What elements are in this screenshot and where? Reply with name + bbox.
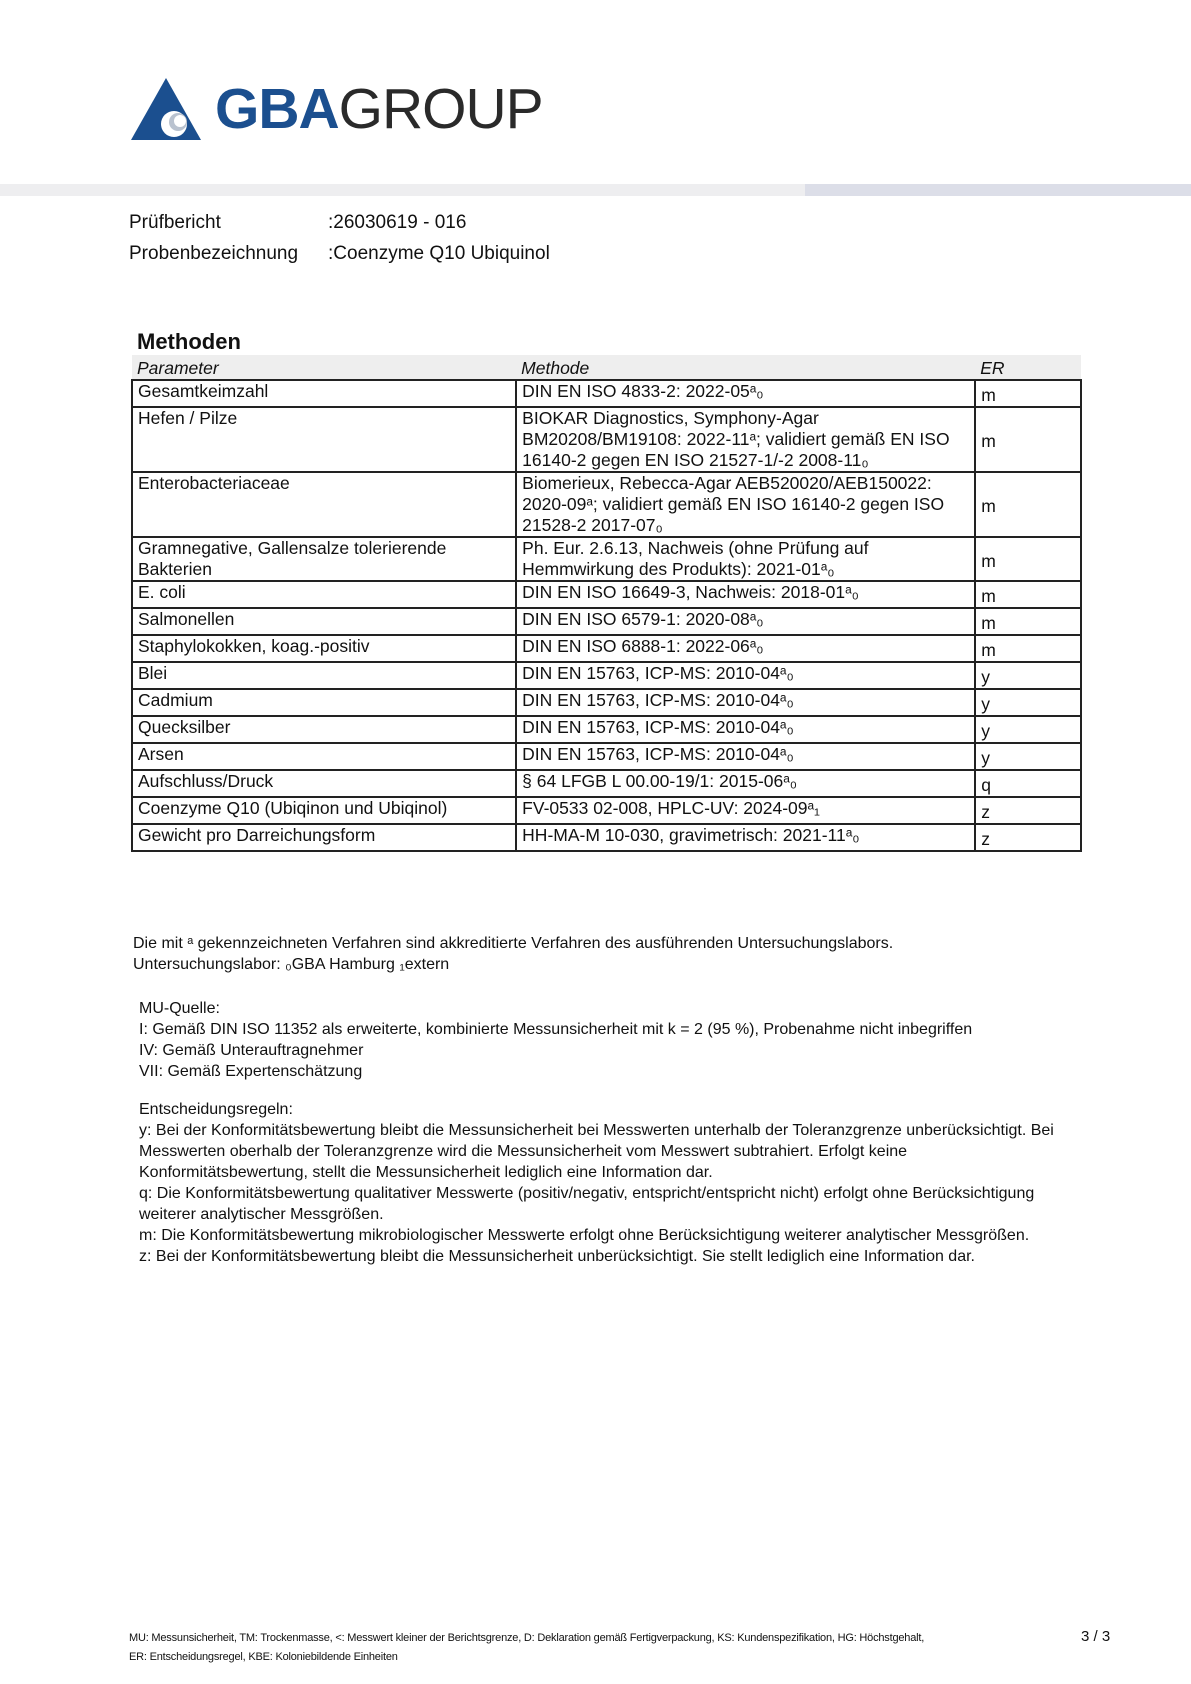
method-cell: DIN EN 15763, ICP-MS: 2010-04ᵃ₀	[516, 743, 975, 770]
table-row	[132, 581, 1081, 608]
methods-title: Methoden	[137, 329, 241, 354]
methods-table	[131, 355, 1082, 852]
method-cell: DIN EN ISO 6888-1: 2022-06ᵃ₀	[516, 635, 975, 662]
logo-wordmark	[215, 78, 543, 140]
column-header-er: ER	[975, 355, 1081, 380]
er-cell: y	[975, 689, 1081, 716]
methods-body	[132, 380, 1081, 851]
logo-brand: GBA	[215, 77, 339, 141]
meta-row-report	[129, 207, 550, 238]
meta-row-sample	[129, 238, 550, 269]
table-row	[132, 608, 1081, 635]
method-cell: FV-0533 02-008, HPLC-UV: 2024-09ᵃ₁	[516, 797, 975, 824]
table-row	[132, 380, 1081, 407]
er-cell: z	[975, 824, 1081, 851]
header-band-accent	[805, 184, 1191, 196]
method-cell: DIN EN ISO 16649-3, Nachweis: 2018-01ᵃ₀	[516, 581, 975, 608]
gba-group-logo	[131, 78, 543, 140]
footer-line: MU: Messunsicherheit, TM: Trockenmasse, <: Messwert kleiner der Berichtsgrenze, D: Deklaration gemäß Fertigverpackung, KS: Kundenspezifikation, HG: Höchstgehalt,	[129, 1632, 925, 1644]
method-cell: Ph. Eur. 2.6.13, Nachweis (ohne Prüfung auf Hemmwirkung des Produkts): 2021-01ᵃ₀	[516, 537, 975, 581]
page-number: 3 / 3	[1081, 1628, 1111, 1645]
er-cell: q	[975, 770, 1081, 797]
column-header-parameter: Parameter	[132, 355, 516, 380]
table-row	[132, 472, 1081, 537]
er-cell: m	[975, 537, 1081, 581]
param-cell: Staphylokokken, koag.-positiv	[132, 635, 516, 662]
param-cell: Blei	[132, 662, 516, 689]
er-cell: m	[975, 635, 1081, 662]
er-cell: m	[975, 581, 1081, 608]
er-cell: y	[975, 662, 1081, 689]
table-row	[132, 407, 1081, 472]
accreditation-notes	[133, 933, 893, 975]
rule-item: z: Bei der Konformitätsbewertung bleibt die Messunsicherheit unberücksichtigt. Sie stellt lediglich eine Information dar.	[139, 1248, 975, 1265]
table-row	[132, 662, 1081, 689]
rules-title: Entscheidungsregeln:	[139, 1101, 293, 1118]
method-cell: DIN EN 15763, ICP-MS: 2010-04ᵃ₀	[516, 689, 975, 716]
er-cell: y	[975, 716, 1081, 743]
rule-item: m: Die Konformitätsbewertung mikrobiologischer Messwerte erfolgt ohne Berücksichtigung weiterer analytischer Messgrößen.	[139, 1227, 1030, 1244]
table-row	[132, 770, 1081, 797]
column-header-method: Methode	[516, 355, 975, 380]
table-row	[132, 716, 1081, 743]
gba-logo-icon	[131, 78, 201, 140]
decision-rules	[139, 1099, 1079, 1267]
meta-value: :26030619 - 016	[328, 212, 467, 233]
footer-legend	[129, 1629, 979, 1667]
table-row	[132, 537, 1081, 581]
meta-label: Probenbezeichnung	[129, 243, 299, 264]
er-cell: m	[975, 407, 1081, 472]
param-cell: Cadmium	[132, 689, 516, 716]
table-row	[132, 824, 1081, 851]
param-cell: Salmonellen	[132, 608, 516, 635]
table-row	[132, 635, 1081, 662]
method-cell: Biomerieux, Rebecca-Agar AEB520020/AEB150022: 2020-09ᵃ; validiert gemäß EN ISO 16140-2 gegen ISO 21528-2 2017-07₀	[516, 472, 975, 537]
mu-item: VII: Gemäß Expertenschätzung	[139, 1063, 363, 1080]
param-cell: Gewicht pro Darreichungsform	[132, 824, 516, 851]
param-cell: Quecksilber	[132, 716, 516, 743]
rule-item: q: Die Konformitätsbewertung qualitativer Messwerte (positiv/negativ, entspricht/entspricht nicht) erfolgt ohne Berücksichtigung weiterer analytischer Messgrößen.	[139, 1185, 1035, 1223]
er-cell: y	[975, 743, 1081, 770]
er-cell: m	[975, 380, 1081, 407]
param-cell: Enterobacteriaceae	[132, 472, 516, 537]
table-row	[132, 797, 1081, 824]
param-cell: Hefen / Pilze	[132, 407, 516, 472]
mu-item: I: Gemäß DIN ISO 11352 als erweiterte, kombinierte Messunsicherheit mit k = 2 (95 %), Probenahme nicht inbegriffen	[139, 1021, 973, 1038]
meta-value: :Coenzyme Q10 Ubiquinol	[328, 243, 550, 264]
method-cell: DIN EN 15763, ICP-MS: 2010-04ᵃ₀	[516, 662, 975, 689]
method-cell: DIN EN 15763, ICP-MS: 2010-04ᵃ₀	[516, 716, 975, 743]
mu-source	[139, 998, 972, 1082]
methods-header-row	[132, 355, 1081, 380]
er-cell: z	[975, 797, 1081, 824]
rule-item: y: Bei der Konformitätsbewertung bleibt die Messunsicherheit bei Messwerten unterhalb der Toleranzgrenze unberücksichtigt. Bei Messwerten oberhalb der Toleranzgrenze wird die Messunsicherheit vom Messwert subtrahiert. Erfolgt keine Konformitätsbewertung, stellt die Messunsicherheit lediglich eine Information dar.	[139, 1122, 1054, 1181]
report-meta	[129, 207, 550, 269]
param-cell: Aufschluss/Druck	[132, 770, 516, 797]
er-cell: m	[975, 472, 1081, 537]
param-cell: Coenzyme Q10 (Ubiqinon und Ubiqinol)	[132, 797, 516, 824]
mu-title: MU-Quelle:	[139, 1000, 220, 1017]
method-cell: BIOKAR Diagnostics, Symphony-Agar BM20208/BM19108: 2022-11ᵃ; validiert gemäß EN ISO 16140-2 gegen EN ISO 21527-1/-2 2008-11₀	[516, 407, 975, 472]
table-row	[132, 743, 1081, 770]
method-cell: DIN EN ISO 4833-2: 2022-05ᵃ₀	[516, 380, 975, 407]
mu-item: IV: Gemäß Unterauftragnehmer	[139, 1042, 364, 1059]
table-row	[132, 689, 1081, 716]
accredited-note: Die mit ᵃ gekennzeichneten Verfahren sind akkreditierte Verfahren des ausführenden Untersuchungslabors.	[133, 935, 894, 952]
param-cell: Gramnegative, Gallensalze tolerierende Bakterien	[132, 537, 516, 581]
method-cell: HH-MA-M 10-030, gravimetrisch: 2021-11ᵃ₀	[516, 824, 975, 851]
param-cell: E. coli	[132, 581, 516, 608]
lab-note: Untersuchungslabor: ₀GBA Hamburg ₁extern	[133, 956, 450, 973]
footer-line: ER: Entscheidungsregel, KBE: Koloniebildende Einheiten	[129, 1651, 398, 1663]
param-cell: Gesamtkeimzahl	[132, 380, 516, 407]
logo-suffix: GROUP	[338, 77, 543, 141]
method-cell: § 64 LFGB L 00.00-19/1: 2015-06ᵃ₀	[516, 770, 975, 797]
er-cell: m	[975, 608, 1081, 635]
method-cell: DIN EN ISO 6579-1: 2020-08ᵃ₀	[516, 608, 975, 635]
param-cell: Arsen	[132, 743, 516, 770]
meta-label: Prüfbericht	[129, 212, 221, 233]
